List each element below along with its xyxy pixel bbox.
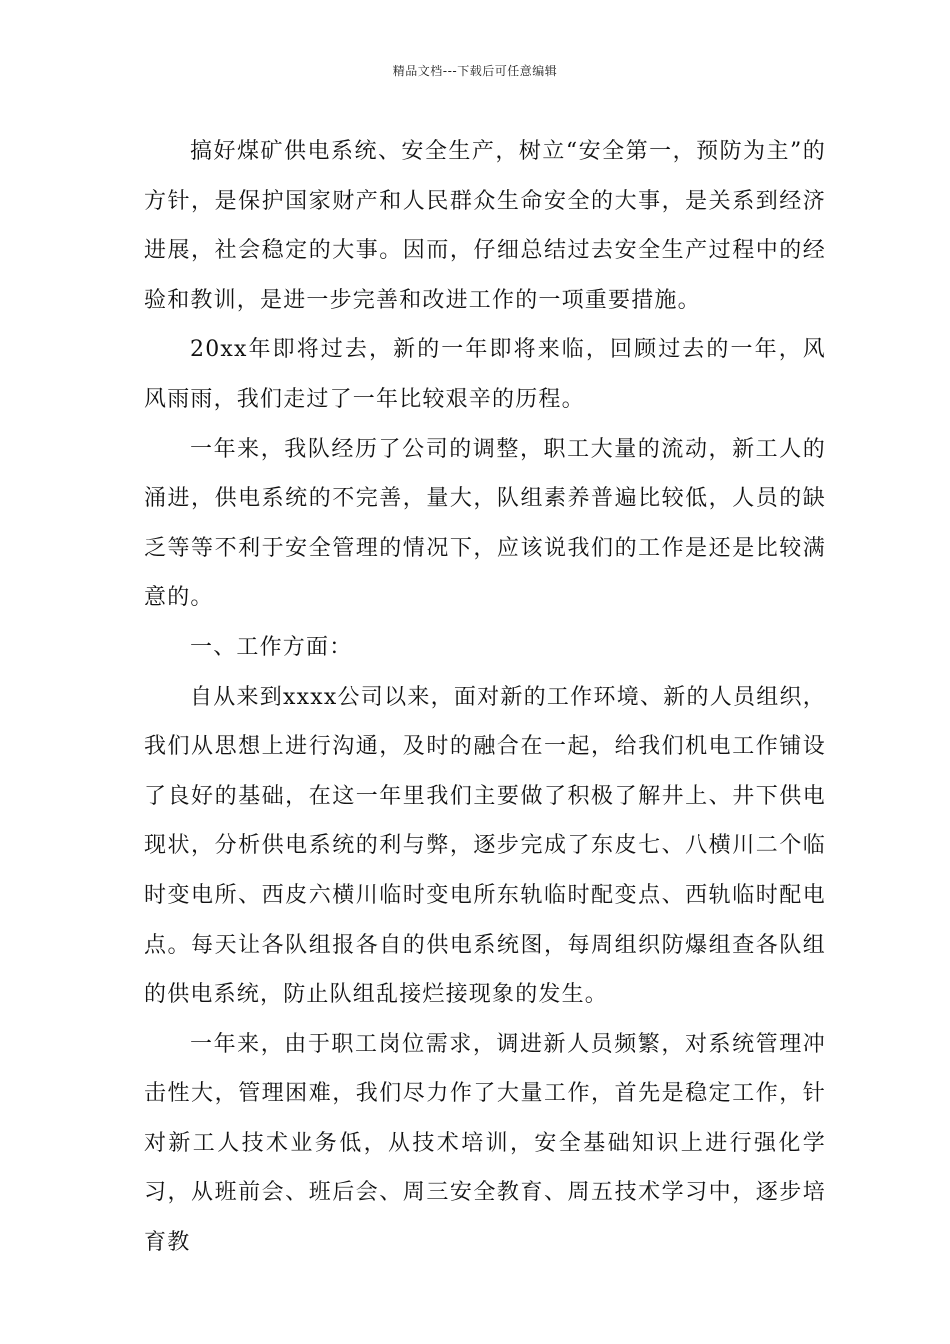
paragraph: 20xx年即将过去，新的一年即将来临，回顾过去的一年，风风雨雨，我们走过了一年比较艰辛的历程。 [144, 337, 826, 412]
paragraph: 搞好煤矿供电系统、安全生产，树立“安全第一，预防为主”的方针，是保护国家财产和人民群众生命安全的大事，是关系到经济进展，社会稳定的大事。因而，仔细总结过去安全生产过程中的经验和教训，是进一步完善和改进工作的一项重要措施。 [144, 139, 826, 313]
section-heading: 一、工作方面： [190, 634, 353, 660]
paragraph: 一年来，由于职工岗位需求，调进新人员频繁，对系统管理冲击性大，管理困难，我们尽力作了大量工作，首先是稳定工作，针对新工人技术业务低，从技术培训，安全基础知识上进行强化学习，从班前会、班后会、周三安全教育、周五技术学习中，逐步培育教 [144, 1031, 826, 1256]
paragraph: 自从来到xxxx公司以来，面对新的工作环境、新的人员组织，我们从思想上进行沟通，及时的融合在一起，给我们机电工作铺设了良好的基础，在这一年里我们主要做了积极了解井上、井下供电现状，分析供电系统的利与弊，逐步完成了东皮七、八横川二个临时变电所、西皮六横川临时变电所东轨临时配变点、西轨临时配电点。每天让各队组报各自的供电系统图，每周组织防爆组查各队组的供电系统，防止队组乱接烂接现象的发生。 [144, 684, 826, 1008]
page-header: 精品文档---下载后可任意编辑 [392, 64, 558, 78]
paragraph: 一年来，我队经历了公司的调整，职工大量的流动，新工人的涌进，供电系统的不完善，量大，队组素养普遍比较低，人员的缺乏等等不利于安全管理的情况下，应该说我们的工作是还是比较满意的。 [144, 436, 826, 611]
document-body [144, 127, 826, 1268]
